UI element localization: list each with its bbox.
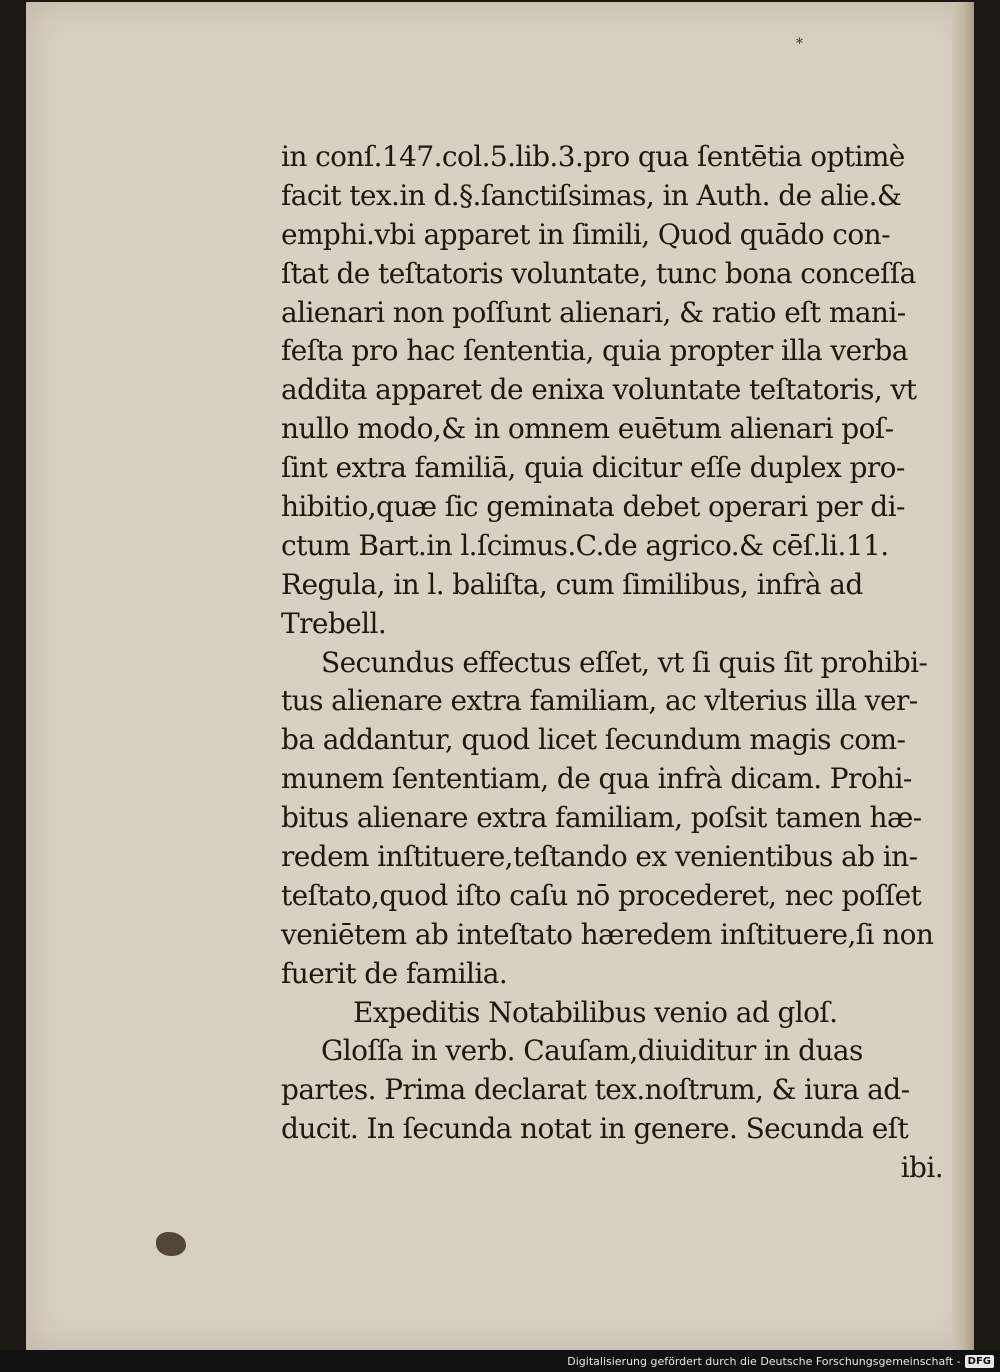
- text-line: ſint extra familiā, quia dicitur eſſe duplex pro-: [281, 451, 905, 485]
- text-line: redem inſtituere,teſtando ex venientibus ab in-: [281, 840, 918, 874]
- signature-mark: *: [796, 36, 803, 52]
- text-line: hibitio,quæ ſic geminata debet operari per di-: [281, 490, 905, 524]
- text-line: partes. Prima declarat tex.noſtrum, & iura ad-: [281, 1073, 910, 1107]
- text-line: ſtat de teſtatoris voluntate, tunc bona conceſſa: [281, 256, 916, 290]
- ink-stain: [156, 1232, 186, 1256]
- text-line: ctum Bart.in l.ſcimus.C.de agrico.& cēſ.li.11.: [281, 528, 889, 562]
- text-line: Secundus effectus eſſet, vt ſi quis ſit prohibi-: [321, 645, 928, 679]
- text-line: alienari non poſſunt alienari, & ratio eſt mani-: [281, 295, 906, 329]
- text-line: nullo modo,& in omnem euētum alienari poſ-: [281, 412, 894, 446]
- text-line: Regula, in l. baliſta, cum ſimilibus, infrà ad: [281, 567, 863, 601]
- text-line: emphi.vbi apparet in ſimili, Quod quādo con-: [281, 217, 890, 251]
- text-line: Gloſſa in verb. Cauſam,diuiditur in duas: [321, 1034, 863, 1068]
- text-line: bitus alienare extra familiam, poſsit tamen hæ-: [281, 801, 922, 835]
- text-line: fuerit de familia.: [281, 956, 508, 990]
- text-line: veniētem ab inteſtato hæredem inſtituere,ſi non: [281, 917, 934, 951]
- footer-bar: [0, 1350, 1000, 1372]
- text-line: Expeditis Notabilibus venio ad gloſ.: [353, 995, 838, 1029]
- text-line: in conſ.147.col.5.lib.3.pro qua ſentētia optimè: [281, 140, 905, 173]
- text-line: munem ſententiam, de qua infrà dicam. Prohi-: [281, 762, 912, 796]
- text-line: facit tex.in d.§.ſanctiſsimas, in Auth. de alie.&: [281, 178, 902, 212]
- text-line: tus alienare extra familiam, ac vlterius illa ver-: [281, 684, 918, 718]
- text-block: [281, 138, 951, 1188]
- text-line: teſtato,quod iſto caſu nō procederet, nec poſſet: [281, 878, 922, 912]
- page-edge: [952, 2, 974, 1350]
- text-line: Trebell.: [281, 606, 387, 640]
- footer-credit: Digitalisierung gefördert durch die Deutsche Forschungsgemeinschaft -: [567, 1354, 961, 1368]
- text-line: feſta pro hac ſententia, quia propter illa verba: [281, 334, 908, 368]
- text-line: addita apparet de enixa voluntate teſtatoris, vt: [281, 373, 917, 407]
- text-line: ba addantur, quod licet ſecundum magis com-: [281, 723, 906, 757]
- text-line: ibi.: [900, 1151, 943, 1185]
- dfg-logo: DFG: [965, 1355, 994, 1368]
- text-line: ducit. In ſecunda notat in genere. Secunda eſt: [281, 1112, 909, 1146]
